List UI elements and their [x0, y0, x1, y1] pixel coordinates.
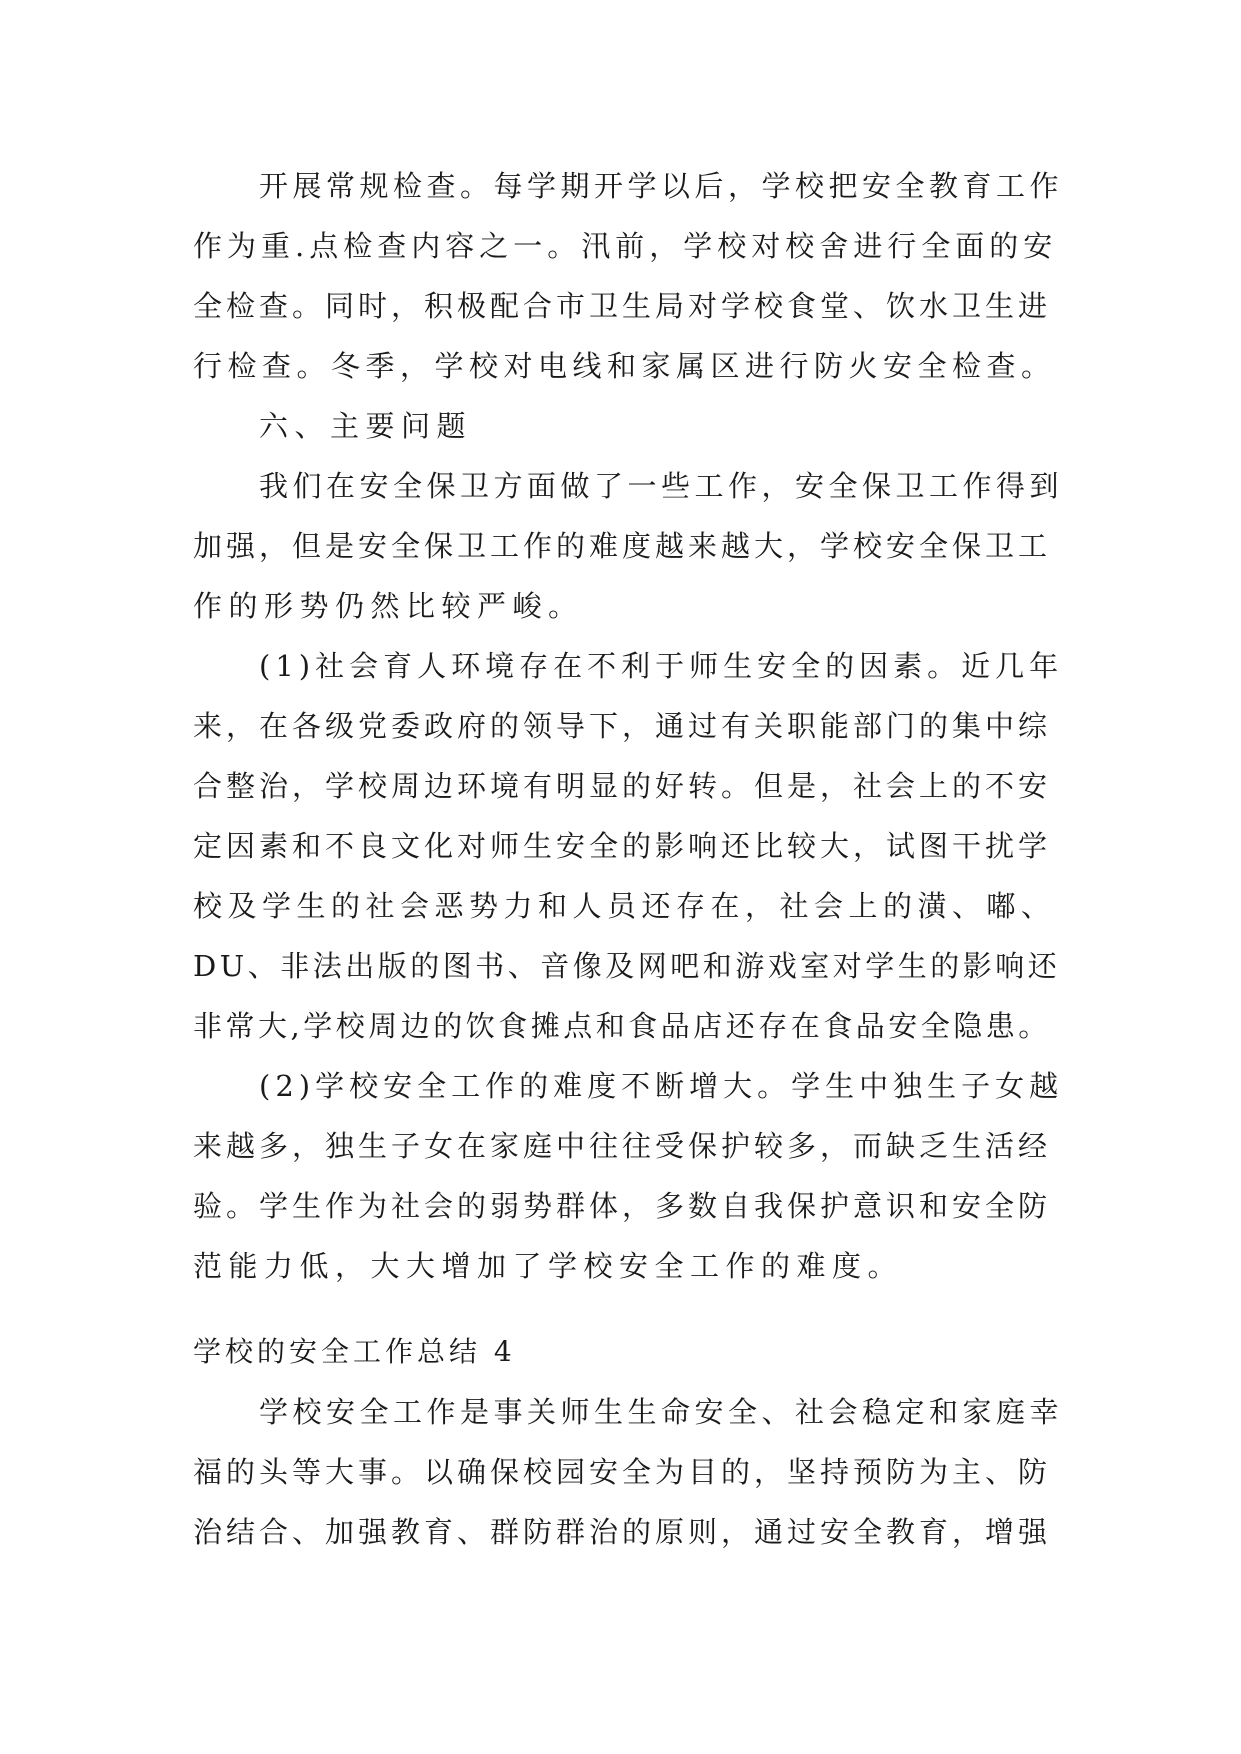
text-line: 验。学生作为社会的弱势群体，多数自我保护意识和安全防 [193, 1189, 1052, 1223]
text-line: 合整治，学校周边环境有明显的好转。但是，社会上的不安 [193, 769, 1052, 803]
text-line: 范能力低，大大增加了学校安全工作的难度。 [193, 1249, 904, 1283]
text-line: (2)学校安全工作的难度不断增大。学生中独生子女越 [259, 1069, 1064, 1103]
text-line: 非常大,学校周边的饮食摊点和食品店还存在食品安全隐患。 [193, 1009, 1051, 1043]
text-line: 校及学生的社会恶势力和人员还存在，社会上的潢、嘟、 [193, 889, 1056, 923]
text-line: 全检查。同时，积极配合市卫生局对学校食堂、饮水卫生进 [193, 289, 1052, 323]
text-line: DU、非法出版的图书、音像及网吧和游戏室对学生的影响还 [193, 949, 1061, 983]
text-line: 来越多，独生子女在家庭中往往受保护较多，而缺乏生活经 [193, 1129, 1052, 1163]
text-line: 加强，但是安全保卫工作的难度越来越大，学校安全保卫工 [193, 529, 1052, 563]
section-title: 六、主要问题 [259, 409, 473, 443]
text-line: 学校安全工作是事关师生生命安全、社会稳定和家庭幸 [259, 1395, 1064, 1429]
text-line: 行检查。冬季，学校对电线和家属区进行防火安全检查。 [193, 349, 1056, 383]
text-line: (1)社会育人环境存在不利于师生安全的因素。近几年 [259, 649, 1064, 683]
body-text-before-heading [193, 156, 1063, 1296]
text-line: 定因素和不良文化对师生安全的影响还比较大，试图干扰学 [193, 829, 1052, 863]
text-line: 福的头等大事。以确保校园安全为目的，坚持预防为主、防 [193, 1455, 1052, 1489]
text-line: 作的形势仍然比较严峻。 [193, 589, 584, 623]
text-line: 开展常规检查。每学期开学以后，学校把安全教育工作 [259, 169, 1064, 203]
text-line: 我们在安全保卫方面做了一些工作，安全保卫工作得到 [259, 469, 1064, 503]
body-text-after-heading [193, 1382, 1063, 1562]
text-line: 治结合、加强教育、群防群治的原则，通过安全教育，增强 [193, 1515, 1052, 1549]
text-line: 来，在各级党委政府的领导下，通过有关职能部门的集中综 [193, 709, 1052, 743]
document-heading: 学校的安全工作总结 4 [193, 1335, 516, 1368]
text-line: 作为重.点检查内容之一。汛前，学校对校舍进行全面的安 [193, 229, 1058, 263]
